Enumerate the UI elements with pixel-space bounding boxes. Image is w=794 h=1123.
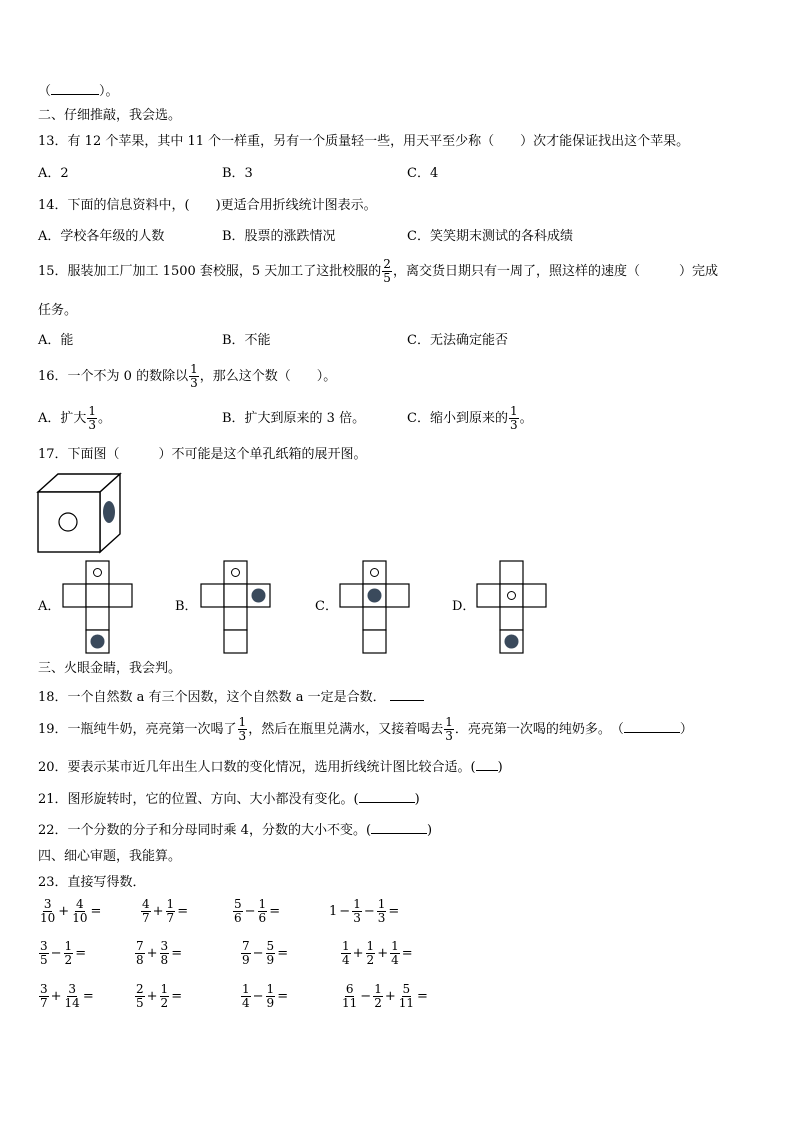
operator: + <box>146 946 158 961</box>
calc-expression <box>240 983 289 1010</box>
fraction: $\frac{1}{2}$ <box>160 982 169 1010</box>
fraction: $\frac{1}{3}$ <box>445 715 453 743</box>
fraction: $\frac{2}{5}$ <box>136 982 144 1010</box>
operator: = <box>417 989 428 1004</box>
operator: + <box>58 904 70 919</box>
q16-option-c: C．缩小到原来的 $\frac{1}{3}$ 。 <box>407 404 533 432</box>
fraction: $\frac{4}{7}$ <box>142 897 150 925</box>
net-option-b <box>200 560 272 654</box>
calc-expression <box>140 898 189 925</box>
q16-option-a: A．扩大 $\frac{1}{3}$ 。 <box>38 404 112 432</box>
fraction: $\frac{1}{4}$ <box>391 939 399 967</box>
operator: − <box>252 989 264 1004</box>
calc-expression <box>134 983 183 1010</box>
fraction: $\frac{2}{5}$ <box>383 257 391 285</box>
fraction: $\frac{1}{3}$ <box>377 897 386 925</box>
fraction: $\frac{1}{4}$ <box>242 982 250 1010</box>
calc-expression <box>232 898 281 925</box>
q13-option-a: A．2 <box>38 166 69 181</box>
net-option-c <box>339 560 411 654</box>
q13-option-c: C．4 <box>407 166 439 181</box>
question-21: 21．图形旋转时，它的位置、方向、大小都没有变化。( ) <box>38 792 420 807</box>
operator: = <box>401 946 413 961</box>
fraction: $\frac{1}{3}$ <box>238 715 247 743</box>
fraction: $\frac{7}{8}$ <box>136 939 144 967</box>
q17-label-a: A． <box>38 599 61 614</box>
operator: = <box>277 989 289 1004</box>
fraction: $\frac{5}{6}$ <box>234 897 242 925</box>
fraction: $\frac{6}{11}$ <box>342 982 358 1010</box>
operator: − <box>244 904 256 919</box>
q13-option-b: B．3 <box>222 166 253 181</box>
operator: = <box>277 946 289 961</box>
fraction: $\frac{5}{11}$ <box>398 982 415 1010</box>
operator: + <box>352 946 364 961</box>
calc-expression <box>38 983 95 1010</box>
operator: = <box>269 904 281 919</box>
operator: + <box>384 989 396 1004</box>
q15-option-c: C．无法确定能否 <box>407 333 508 348</box>
question-18: 18．一个自然数 a 有三个因数，这个自然数 a 一定是合数． <box>38 688 424 707</box>
operator: = <box>388 904 400 919</box>
q17-label-c: C． <box>315 599 338 614</box>
calc-expression <box>328 898 400 925</box>
calc-expression <box>38 898 102 925</box>
q16-option-b: B．扩大到原来的 3 倍。 <box>222 411 366 426</box>
question-16: 16．一个不为 0 的数除以 $\frac{1}{3}$ ，那么这个数（ ）。 <box>38 362 337 390</box>
fraction: $\frac{3}{8}$ <box>160 939 169 967</box>
fraction: $\frac{1}{9}$ <box>266 982 275 1010</box>
section-title-choice: 二、仔细推敲，我会选。 <box>38 108 182 123</box>
section-title-judge: 三、火眼金睛，我会判。 <box>38 661 182 676</box>
net-option-a <box>62 560 134 654</box>
fraction: $\frac{1}{3}$ <box>509 404 518 432</box>
operator: − <box>50 946 62 961</box>
question-23: 23．直接写得数． <box>38 875 146 890</box>
section-title-calc: 四、细心审题，我能算。 <box>38 849 182 864</box>
calc-expression <box>340 983 429 1010</box>
fraction: $\frac{1}{3}$ <box>353 897 361 925</box>
question-13: 13．有 12 个苹果，其中 11 个一样重，另有一个质量轻一些，用天平至少称（ ）次才能保证找出这个苹果。 <box>38 134 690 149</box>
question-15-line2: 任务。 <box>38 303 78 318</box>
fraction: $\frac{4}{10}$ <box>72 897 88 925</box>
fraction: $\frac{5}{9}$ <box>266 939 275 967</box>
operator: = <box>171 989 183 1004</box>
fraction: $\frac{1}{2}$ <box>64 939 73 967</box>
operator: = <box>177 904 189 919</box>
question-22: 22．一个分数的分子和分母同时乘 4，分数的大小不变。( ) <box>38 823 433 838</box>
fraction: $\frac{1}{2}$ <box>366 939 375 967</box>
operator: − <box>363 904 375 919</box>
q15-option-b: B．不能 <box>222 333 271 348</box>
operator: + <box>50 989 62 1004</box>
fraction: $\frac{3}{5}$ <box>40 939 48 967</box>
fraction: $\frac{1}{4}$ <box>342 939 350 967</box>
operator: + <box>377 946 389 961</box>
fraction: $\frac{1}{6}$ <box>258 897 267 925</box>
fraction: $\frac{1}{3}$ <box>190 362 198 390</box>
operator: 1 <box>329 904 338 919</box>
question-15: 15．服装加工厂加工 1500 套校服，5 天加工了这批校服的 $\frac{2}{5}$ ，离交货日期只有一周了，照这样的速度（ ）完成 <box>38 257 718 285</box>
calc-expression <box>38 940 87 967</box>
calc-expression <box>134 940 183 967</box>
fraction: $\frac{3}{10}$ <box>40 897 56 925</box>
question-17: 17．下面图（ ）不可能是这个单孔纸箱的展开图。 <box>38 447 367 462</box>
fraction: $\frac{1}{3}$ <box>88 404 97 432</box>
fraction: $\frac{1}{7}$ <box>166 897 175 925</box>
operator: + <box>152 904 164 919</box>
q14-option-c: C．笑笑期末测试的各科成绩 <box>407 229 573 244</box>
operator: = <box>75 946 87 961</box>
operator: = <box>90 904 102 919</box>
operator: = <box>171 946 183 961</box>
q14-option-b: B．股票的涨跌情况 <box>222 229 336 244</box>
q15-option-a: A．能 <box>38 333 74 348</box>
q17-label-b: B． <box>175 599 198 614</box>
question-14: 14．下面的信息资料中，( )更适合用折线统计图表示。 <box>38 198 377 213</box>
q14-option-a: A．学校各年级的人数 <box>38 229 165 244</box>
fraction: $\frac{3}{14}$ <box>64 982 80 1010</box>
previous-question-tail: （ ）。 <box>38 84 119 99</box>
question-20: 20．要表示某市近几年出生人口数的变化情况，选用折线统计图比较合适。( ) <box>38 760 503 775</box>
q17-label-d: D． <box>452 599 476 614</box>
fraction: $\frac{3}{7}$ <box>40 982 48 1010</box>
fraction: $\frac{1}{2}$ <box>374 982 382 1010</box>
calc-expression <box>340 940 414 967</box>
operator: + <box>146 989 158 1004</box>
question-19: 19．一瓶纯牛奶，亮亮第一次喝了 $\frac{1}{3}$ ，然后在瓶里兑满水，又接着喝去 $\frac{1}{3}$ ．亮亮第一次喝的纯奶多。 （ ） <box>38 715 693 743</box>
operator: − <box>360 989 372 1004</box>
operator: = <box>82 989 94 1004</box>
fraction: $\frac{7}{9}$ <box>242 939 250 967</box>
box-3d-figure <box>36 472 126 554</box>
operator: − <box>339 904 351 919</box>
net-option-d <box>476 560 548 654</box>
operator: − <box>252 946 264 961</box>
calc-expression <box>240 940 289 967</box>
